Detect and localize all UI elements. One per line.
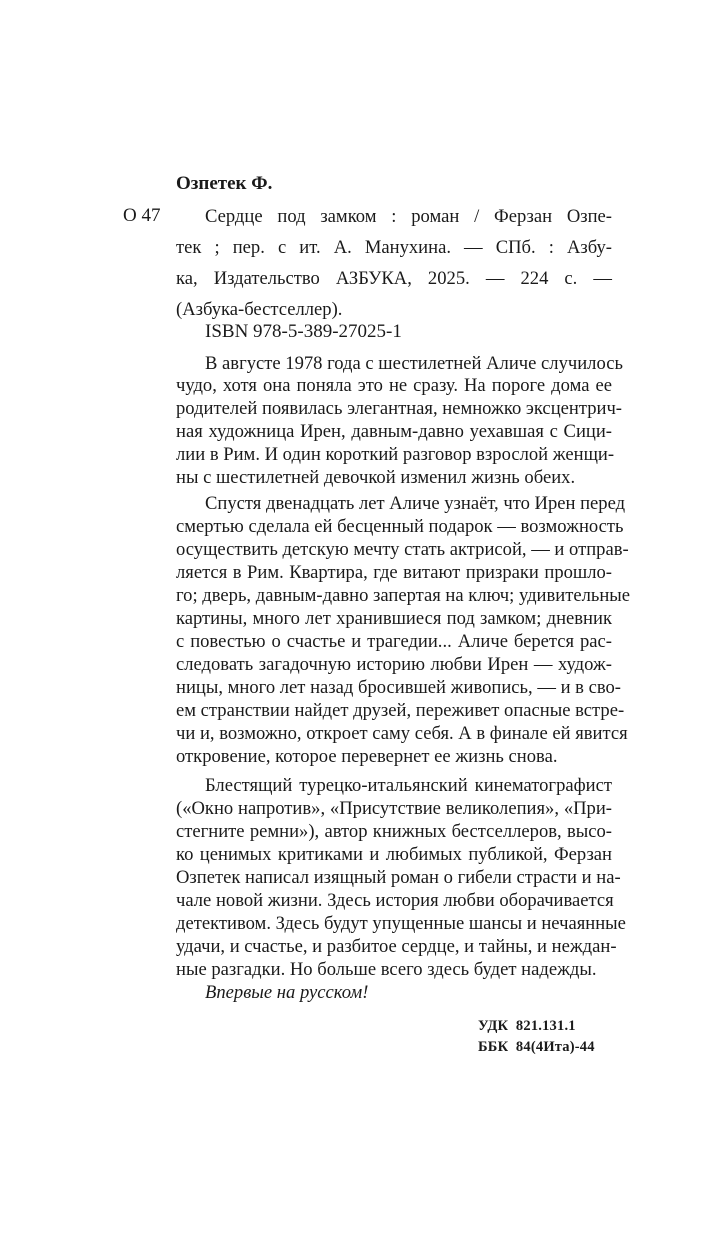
title-line-1: Сердце под замком : роман / Ферзан Озпе- bbox=[205, 206, 612, 227]
first-in-russian-note: Впервые на русском! bbox=[205, 982, 369, 1003]
annotation-p2-line-11: чи и, возможно, откроет саму себя. А в финале ей явится bbox=[176, 723, 628, 744]
annotation-p1-line-2: чудо, хотя она поняла это не сразу. На пороге дома ее bbox=[176, 375, 612, 396]
title-line-2: тек ; пер. с ит. А. Манухина. — СПб. : Азбу- bbox=[176, 237, 612, 258]
annotation-p2-line-8: следовать загадочную историю любви Ирен — худож- bbox=[176, 654, 612, 675]
annotation-p2-line-1: Спустя двенадцать лет Аличе узнаёт, что Ирен перед bbox=[205, 493, 626, 514]
annotation-p3-line-4: ко ценимых критиками и любимых публикой, Ферзан bbox=[176, 844, 612, 865]
annotation-p2-line-6: картины, много лет хранившиеся под замком; дневник bbox=[176, 608, 612, 629]
annotation-p1-line-5: лии в Рим. И один короткий разговор взрослой женщи- bbox=[176, 444, 615, 465]
annotation-p2-line-7: с повестью о счастье и трагедии... Аличе берется рас- bbox=[176, 631, 612, 652]
annotation-p3-line-1: Блестящий турецко-итальянский кинематографист bbox=[205, 775, 612, 796]
annotation-p2-line-5: го; дверь, давным-давно запертая на ключ; удивительные bbox=[176, 585, 631, 606]
annotation-p3-line-7: детективом. Здесь будут упущенные шансы и нечаянные bbox=[176, 913, 626, 934]
annotation-p1-line-3: родителей появилась элегантная, немножко эксцентрич- bbox=[176, 398, 622, 419]
annotation-p2-line-3: осуществить детскую мечту стать актрисой, — и отправ- bbox=[176, 539, 629, 560]
annotation-p3-line-8: удачи, и счастье, и разбитое сердце, и тайны, и неждан- bbox=[176, 936, 617, 957]
annotation-p3-line-3: стегните ремни»), автор книжных бестселлеров, высо- bbox=[176, 821, 612, 842]
annotation-p1-line-6: ны с шестилетней девочкой изменил жизнь обеих. bbox=[176, 467, 576, 488]
annotation-p2-line-4: ляется в Рим. Квартира, где витают призраки прошло- bbox=[176, 562, 612, 583]
annotation-p2-line-10: ем странствии найдет друзей, переживет опасные встре- bbox=[176, 700, 625, 721]
title-line-4: (Азбука-бестселлер). bbox=[176, 299, 343, 320]
author-index-code: О 47 bbox=[123, 205, 161, 226]
annotation-p3-line-2: («Окно напротив», «Присутствие великолепия», «При- bbox=[176, 798, 612, 819]
annotation-p2-line-12: откровение, которое перевернет ее жизнь снова. bbox=[176, 746, 558, 767]
annotation-p2-line-2: смертью сделала ей бесценный подарок — возможность bbox=[176, 516, 624, 537]
udk-code: УДК 821.131.1 bbox=[478, 1018, 576, 1034]
bbk-code: ББК 84(4Ита)-44 bbox=[478, 1039, 595, 1055]
annotation-p1-line-1: В августе 1978 года с шестилетней Аличе случилось bbox=[205, 353, 623, 374]
annotation-p1-line-4: ная художница Ирен, давным-давно уехавшая с Сици- bbox=[176, 421, 612, 442]
title-line-3: ка, Издательство АЗБУКА, 2025. — 224 с. — bbox=[176, 268, 612, 289]
annotation-p2-line-9: ницы, много лет назад бросившей живопись, — и в сво- bbox=[176, 677, 621, 698]
annotation-p3-line-9: ные разгадки. Но больше всего здесь будет надежды. bbox=[176, 959, 597, 980]
annotation-p3-line-5: Озпетек написал изящный роман о гибели страсти и на- bbox=[176, 867, 621, 888]
annotation-p3-line-6: чале новой жизни. Здесь история любви оборачивается bbox=[176, 890, 614, 911]
isbn: ISBN 978-5-389-27025-1 bbox=[205, 321, 402, 342]
author-name: Озпетек Ф. bbox=[176, 173, 273, 194]
